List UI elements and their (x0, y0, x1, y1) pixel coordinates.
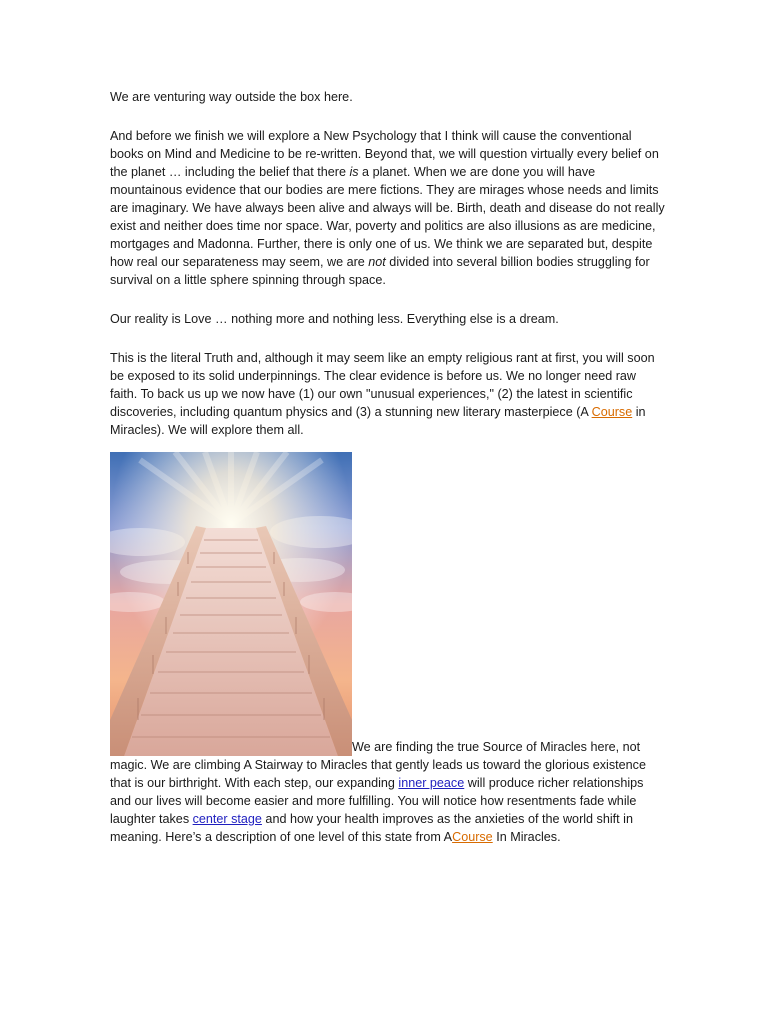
paragraph-intro: We are venturing way outside the box here. (110, 90, 353, 104)
paragraph-new-psychology (110, 127, 665, 289)
emphasis-not: not (368, 255, 386, 269)
text-run: divided into several billion bodies struggling for survival on a little sphere spinning through space. (110, 255, 650, 287)
text-run: In Miracles. (492, 830, 561, 844)
stairway-to-heaven-image (110, 452, 352, 756)
text-run: We are finding the true Source of Miracles here, not magic. We are climbing A Stairway to Miracles that gently leads us toward the glorious existence that is our birthright. With each step, our expanding (110, 740, 646, 790)
paragraph-stairway (110, 452, 665, 846)
paragraph-literal-truth (110, 349, 665, 439)
paragraph-reality-is-love: Our reality is Love … nothing more and nothing less. Everything else is a dream. (110, 312, 559, 326)
emphasis-is: is (349, 165, 359, 179)
course-link[interactable]: Course (591, 405, 633, 419)
inner-peace-link[interactable]: inner peace (398, 776, 465, 790)
text-run: and how your health improves as the anxieties of the world shift in meaning. Here’s a description of one level of this state from A (110, 812, 633, 844)
text-run: And before we finish we will explore a New Psychology that I think will cause the conventional books on Mind and Medicine to be re-written. Beyond that, we will question virtually every belief on the planet … including the belief that there (110, 129, 659, 179)
text-run: will produce richer relationships and our lives will become easier and more fulfilling. You will notice how resentments fade while laughter takes (110, 776, 644, 826)
text-run: a planet. When we are done you will have mountainous evidence that our bodies are mere fictions. They are mirages whose needs and limits are imaginary. We have always been alive and always will be. Birth, death and disease do not really exist and neither does time nor space. War, poverty and politics are also illusions as are medicine, mortgages and Madonna. Further, there is only one of us. We think we are separated but, despite how real our separateness may seem, we are (110, 165, 665, 269)
course-link-2[interactable]: Course (452, 830, 493, 844)
center-stage-link[interactable]: center stage (192, 812, 262, 826)
document-body (110, 88, 665, 846)
text-run: This is the literal Truth and, although it may seem like an empty religious rant at first, you will soon be exposed to its solid underpinnings. The clear evidence is before us. We no longer need raw faith. To back us up we now have (1) our own "unusual experiences," (2) the latest in scientific discoveries, including quantum physics and (3) a stunning new literary masterpiece (A (110, 351, 655, 419)
text-run: in Miracles). We will explore them all. (110, 405, 646, 437)
